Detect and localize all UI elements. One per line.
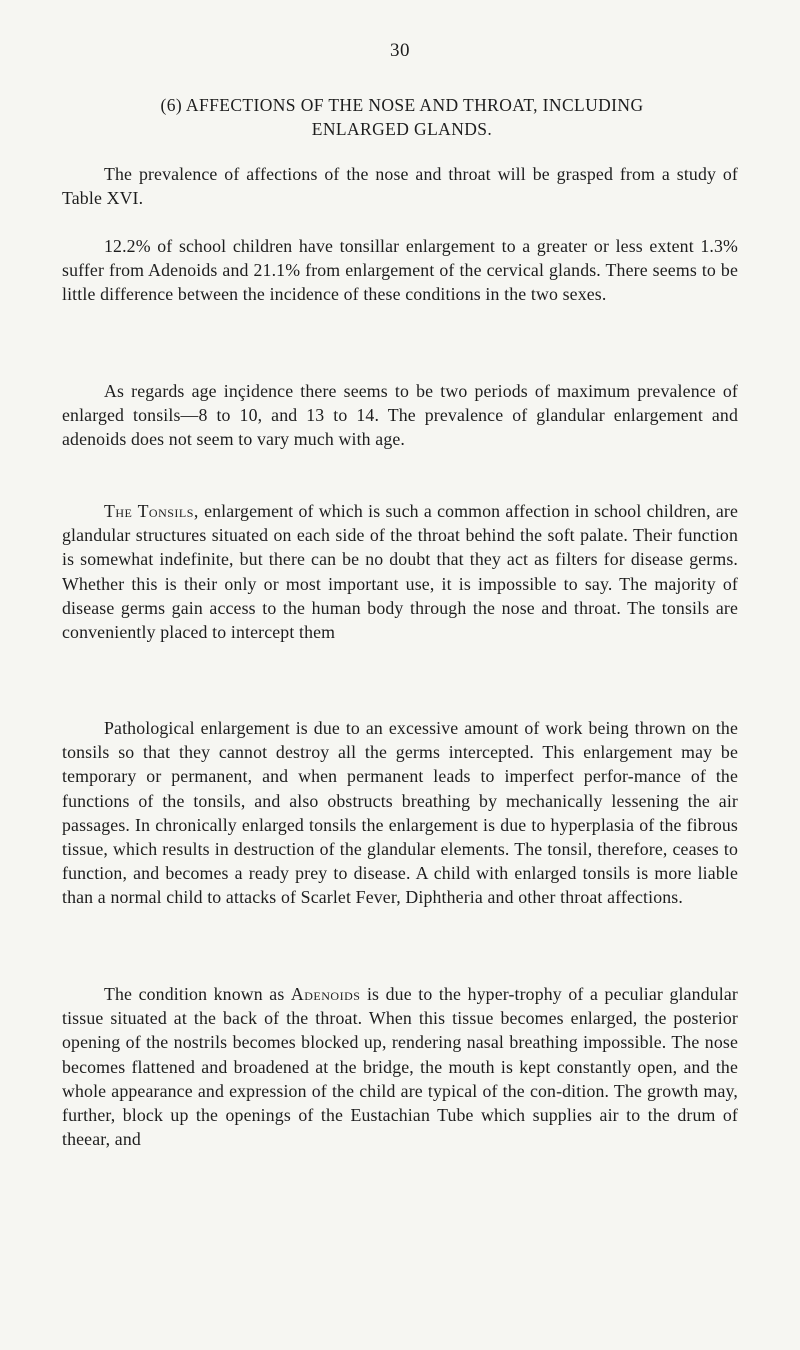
- paragraph-prevalence: [62, 162, 738, 210]
- paragraph-text: As regards age inçidence there seems to be two periods of maximum prevalence of enlarged tonsils—8 to 10, and 13 to 14. The prevalence of glandular enlargement and adenoids does not seem to vary much with age.: [62, 381, 738, 450]
- paragraph-adenoids: [62, 982, 738, 1151]
- paragraph-age-incidence: [62, 379, 738, 452]
- section-heading-line-2: ENLARGED GLANDS.: [311, 119, 493, 139]
- paragraph-text: The condition known as: [104, 984, 291, 1004]
- adenoids-term: Adenoids: [290, 984, 361, 1004]
- paragraph-text: 12.2% of school children have tonsillar enlargement to a greater or less extent 1.3% suffer from Adenoids and 21.1% from enlargement of the cervical glands. There seems to be little difference between the incidence of these conditions in the two sexes.: [62, 236, 738, 305]
- page-number: 30: [390, 40, 410, 61]
- section-heading-line-1: (6) AFFECTIONS OF THE NOSE AND THROAT, INCLUDING: [160, 95, 644, 115]
- paragraph-text: The prevalence of affections of the nose and throat will be grasped from a study of Table XVI.: [62, 164, 738, 209]
- paragraph-text: is due to the hyper-trophy of a peculiar glandular tissue situated at the back of the throat. When this tissue becomes enlarged, the posterior opening of the nostrils becomes blocked up, rendering nasal breathing impossible. The nose becomes flattened and broadened at the bridge, the mouth is kept constantly open, and the whole appearance and expression of the child are typical of the con-dition. The growth may, further, block up the openings of the Eustachian Tube which supplies air to the drum of theear, and: [62, 984, 738, 1150]
- paragraph-text: enlargement of which is such a common affection in school children, are glandular structures situated on each side of the throat behind the soft palate. Their function is somewhat indefinite, but there can be no doubt that they act as filters for disease germs. Whether this is their only or most important use, it is impossible to say. The majority of disease germs gain access to the human body through the nose and throat. The tonsils are conveniently placed to intercept them: [62, 501, 738, 643]
- paragraph-statistics: [62, 234, 738, 307]
- paragraph-pathological-enlargement: [62, 716, 738, 910]
- paragraph-tonsils: [62, 499, 738, 644]
- section-heading: [62, 93, 742, 141]
- tonsils-term: The Tonsils,: [104, 501, 199, 521]
- paragraph-text: Pathological enlargement is due to an excessive amount of work being thrown on the tonsils so that they cannot destroy all the germs intercepted. This enlargement may be temporary or permanent, and when permanent leads to imperfect perfor-mance of the functions of the tonsils, and also obstructs breathing by mechanically lessening the air passages. In chronically enlarged tonsils the enlargement is due to hyperplasia of the fibrous tissue, which results in destruction of the glandular elements. The tonsil, therefore, ceases to function, and becomes a ready prey to disease. A child with enlarged tonsils is more liable than a normal child to attacks of Scarlet Fever, Diphtheria and other throat affections.: [62, 718, 738, 908]
